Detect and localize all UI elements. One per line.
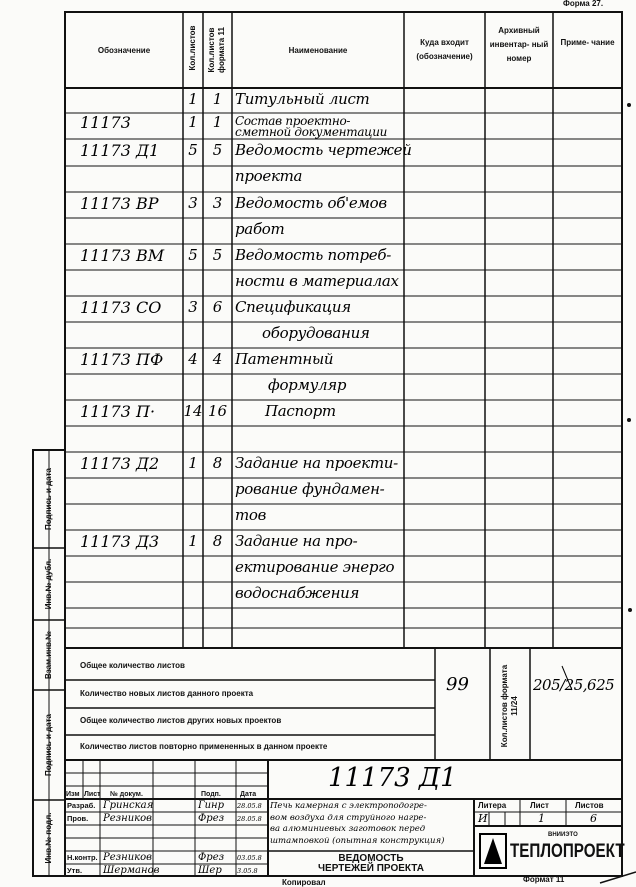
row-sheets: 3 <box>188 194 198 212</box>
row-sheets: 1 <box>188 454 198 472</box>
row-format-sheets: 8 <box>212 454 223 472</box>
form-label: Форма 27. <box>563 0 604 8</box>
row-format-sheets: 16 <box>207 402 228 420</box>
object-title-line-1: Печь камерная с электроподогре- <box>270 801 427 811</box>
stamp-date: 28.05.8 <box>237 802 262 810</box>
row-sheets: 1 <box>188 532 198 550</box>
header-where-goes: Куда входит (обозначение) <box>416 38 473 61</box>
sheets-value: 6 <box>590 812 597 825</box>
stamp-name: Гринская <box>103 800 154 811</box>
stamp-name: Шерманов <box>103 865 160 876</box>
row-format-sheets: 1 <box>212 113 223 131</box>
row-name-line: Титульный лист <box>235 90 370 108</box>
stamp-sign: Шер <box>198 865 222 876</box>
row-name-line: Состав проектно- <box>235 114 351 128</box>
stamp-date: 03.05.8 <box>237 854 262 862</box>
row-format-sheets: 4 <box>212 350 223 368</box>
row-name-line: Спецификация <box>235 298 351 316</box>
stamp-sign: Фрез <box>198 852 225 863</box>
stamp-col-date: Дата <box>240 791 257 798</box>
format-label: Формат 11 <box>523 875 565 884</box>
stamp-sign: Фрез <box>198 813 225 824</box>
stamp-col-sign: Подп. <box>201 791 221 798</box>
litera-value: И <box>478 812 488 825</box>
kol-format-label: Кол.листов формата 11/24 <box>500 664 519 748</box>
row-sheets: 5 <box>188 246 198 264</box>
sheet-value: 1 <box>538 812 545 825</box>
stamp-col-list: Лист <box>84 791 101 798</box>
row-name-line: Патентный <box>235 350 334 368</box>
side-label-replaced-inv: Взам.инв.№ <box>44 630 53 680</box>
row-designation: 11173 СО <box>80 298 162 317</box>
org-name: ТЕПЛОПРОЕКТ <box>510 841 625 862</box>
stamp-date: 3.05.8 <box>237 867 258 875</box>
row-name-line: Задание на про- <box>235 532 358 550</box>
header-sheets-count: Кол.листов <box>188 25 197 71</box>
row-name-line: водоснабжения <box>235 584 360 602</box>
doc-title-1: ВЕДОМОСТЬ <box>338 853 404 864</box>
sheets-label: Листов <box>575 801 604 810</box>
stamp-col-izm: Изм <box>66 791 80 798</box>
stamp-role: Н.контр. <box>67 853 98 862</box>
stamp-sign: Гинр <box>198 800 225 811</box>
row-format-sheets: 8 <box>212 532 223 550</box>
row-name-line: Задание на проекти- <box>235 454 398 472</box>
header-archive-no: Архивный инвентар- ный номер <box>489 26 549 63</box>
stamp-col-doc: № докум. <box>110 791 143 798</box>
row-name-line: формуляр <box>268 376 347 394</box>
row-name-line: Ведомость потреб- <box>235 246 391 264</box>
row-name-line: Ведомость чертежей <box>235 141 412 159</box>
object-title-line-4: штамповкой (опытная конструкция) <box>270 835 445 846</box>
object-title-line-2: вом воздуха для струйного нагре- <box>270 812 427 823</box>
row-name-line: оборудования <box>262 324 370 342</box>
row-name-line: сметной документации <box>235 125 388 139</box>
stamp-role: Пров. <box>67 814 89 823</box>
stamp-name: Резников <box>103 852 152 863</box>
row-sheets: 5 <box>188 141 198 159</box>
side-label-orig-inv: Инв.№ подл. <box>44 812 53 864</box>
row-name-line: проекта <box>235 167 303 185</box>
stamp-date: 28.05.8 <box>237 815 262 823</box>
row-sheets: 1 <box>188 113 198 131</box>
litera-label: Литера <box>478 801 507 810</box>
copied-label: Копировал <box>282 878 326 887</box>
row-format-sheets: 5 <box>212 246 223 264</box>
row-sheets: 1 <box>188 90 198 108</box>
side-label-sign-date-2: Подпись и дата <box>44 714 53 776</box>
row-sheets: 4 <box>188 350 198 368</box>
stamp-object-title <box>270 801 444 847</box>
row-name-line: тов <box>235 506 267 524</box>
header-sheets-format: Кол.листов формата 11 <box>207 27 226 73</box>
new-sheets-label: Количество новых листов данного проекта <box>80 689 254 698</box>
row-designation: 11173 Д2 <box>80 454 160 473</box>
row-name-line: ности в материалах <box>235 272 399 290</box>
formats-value: 205/25,625 <box>533 676 615 694</box>
total-sheets-label: Общее количество листов <box>80 661 185 670</box>
doc-title-2: ЧЕРТЕЖЕЙ ПРОЕКТА <box>318 863 424 874</box>
other-new-label: Общее количество листов других новых проектов <box>80 716 282 725</box>
row-sheets: 14 <box>183 402 203 420</box>
stamp-name: Резников <box>103 813 152 824</box>
stamp-code: 11173 Д1 <box>328 763 457 793</box>
reused-label: Количество листов повторно примененных в данном проекте <box>80 742 328 751</box>
row-name-line: ектирование энерго <box>235 558 395 576</box>
row-designation: 11173 Д3 <box>80 532 160 551</box>
sheet-label: Лист <box>530 801 549 810</box>
row-sheets: 3 <box>188 298 198 316</box>
row-designation: 11173 <box>80 113 131 132</box>
header-note: Приме- чание <box>560 38 615 47</box>
row-format-sheets: 3 <box>212 194 223 212</box>
row-format-sheets: 6 <box>212 298 223 316</box>
stamp-role: Утв. <box>67 866 83 875</box>
row-name-line: рование фундамен- <box>235 480 385 498</box>
object-title-line-3: ва алюминиевых заготовок перед <box>270 824 426 834</box>
row-format-sheets: 1 <box>212 90 223 108</box>
row-designation: 11173 ВМ <box>80 246 165 265</box>
header-sheets-cell <box>183 12 203 88</box>
header-name: Наименование <box>288 46 348 55</box>
row-name-line: работ <box>235 220 285 238</box>
row-format-sheets: 5 <box>212 141 223 159</box>
stamp-role: Разраб. <box>67 801 96 810</box>
side-label-sign-date-1: Подпись и дата <box>44 468 53 530</box>
row-designation: 11173 ПФ <box>80 350 164 369</box>
row-designation: 11173 П· <box>80 402 156 421</box>
row-designation: 11173 ВР <box>80 194 159 213</box>
row-name-line: Ведомость об'емов <box>235 194 387 212</box>
org-small-name: ВНИИЭТО <box>548 832 578 838</box>
row-designation: 11173 Д1 <box>80 141 160 160</box>
side-label-dup-inv: Инв.№ дубл. <box>44 558 53 610</box>
total-99-value: 99 <box>446 674 469 695</box>
header-format-cell <box>203 12 232 88</box>
header-designation: Обозначение <box>97 46 151 55</box>
row-name-line: Паспорт <box>265 402 336 420</box>
